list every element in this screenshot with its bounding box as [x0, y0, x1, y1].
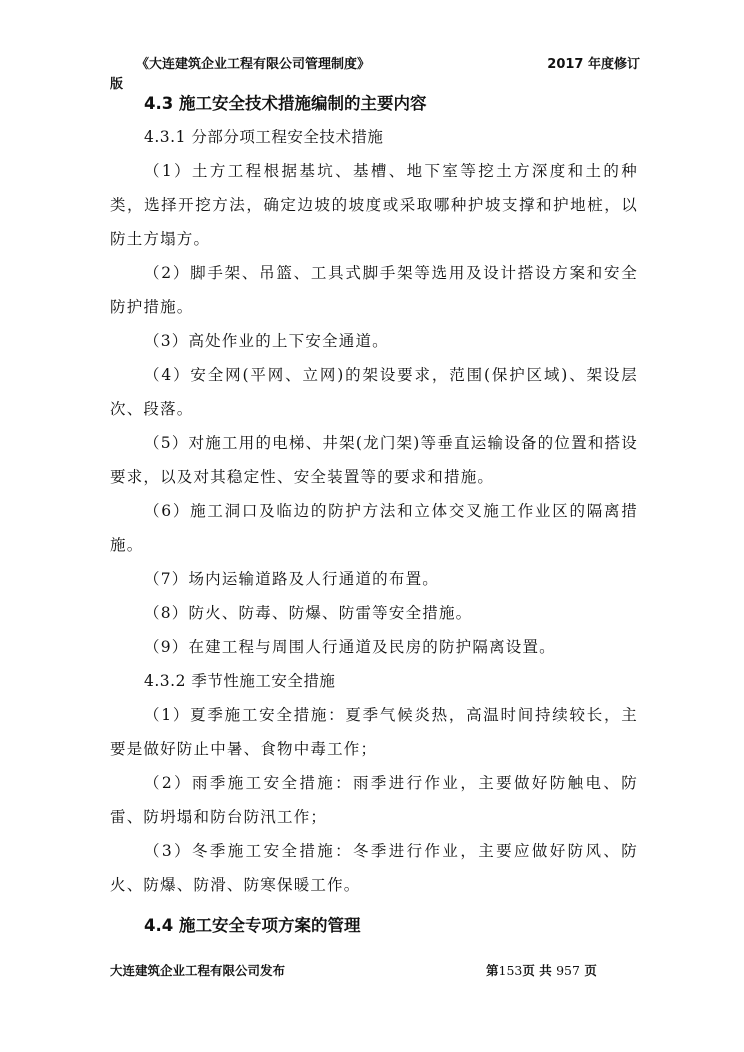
paragraph-item-7: （7）场内运输道路及人行通道的布置。	[144, 570, 439, 588]
paragraph-seasonal-winter: （3）冬季施工安全措施：冬季进行作业，主要应做好防风、防火、防爆、防滑、防寒保暖工作。	[110, 842, 638, 894]
page-current: 153	[498, 963, 523, 978]
page-total: 957	[556, 963, 580, 978]
paragraph-item-5: （5）对施工用的电梯、井架(龙门架)等垂直运输设备的位置和搭设要求，以及对其稳定性、安全装置等的要求和措施。	[110, 434, 638, 486]
paragraph-item-1: （1）土方工程根据基坑、基槽、地下室等挖土方深度和土的种类，选择开挖方法，确定边坡的坡度或采取哪种护坡支撑和护地桩，以防土方塌方。	[110, 162, 638, 248]
document-body	[110, 90, 638, 935]
footer-publisher: 大连建筑企业工程有限公司发布	[110, 963, 286, 978]
subsection-heading-4-3-1: 4.3.1 分部分项工程安全技术措施	[144, 128, 384, 146]
header-edition: 2017 年度修订	[547, 57, 640, 72]
paragraph-item-6: （6）施工洞口及临边的防护方法和立体交叉施工作业区的隔离措施。	[110, 502, 638, 554]
paragraph-item-2: （2）脚手架、吊篮、工具式脚手架等选用及设计搭设方案和安全防护措施。	[110, 264, 638, 316]
header-edition-wrap: 版	[110, 77, 124, 92]
paragraph-item-3: （3）高处作业的上下安全通道。	[144, 332, 389, 350]
page-number	[486, 962, 597, 980]
page-mid: 页 共	[522, 963, 552, 978]
section-heading-4-3: 4.3 施工安全技术措施编制的主要内容	[144, 94, 427, 113]
paragraph-item-9: （9）在建工程与周围人行通道及民房的防护隔离设置。	[144, 638, 556, 656]
paragraph-seasonal-rainy: （2）雨季施工安全措施：雨季进行作业，主要做好防触电、防雷、防坍塌和防台防汛工作；	[110, 774, 638, 826]
page-suffix: 页	[584, 963, 597, 978]
paragraph-item-4: （4）安全网(平网、立网)的架设要求，范围(保护区域)、架设层次、段落。	[110, 366, 638, 418]
page-prefix: 第	[486, 963, 499, 978]
paragraph-seasonal-summer: （1）夏季施工安全措施：夏季气候炎热，高温时间持续较长，主要是做好防止中暑、食物中毒工作；	[110, 706, 638, 758]
paragraph-item-8: （8）防火、防毒、防爆、防雷等安全措施。	[144, 604, 473, 622]
section-heading-4-4: 4.4 施工安全专项方案的管理	[144, 916, 361, 935]
header-title: 《大连建筑企业工程有限公司管理制度》	[136, 57, 371, 72]
subsection-heading-4-3-2: 4.3.2 季节性施工安全措施	[144, 672, 336, 690]
